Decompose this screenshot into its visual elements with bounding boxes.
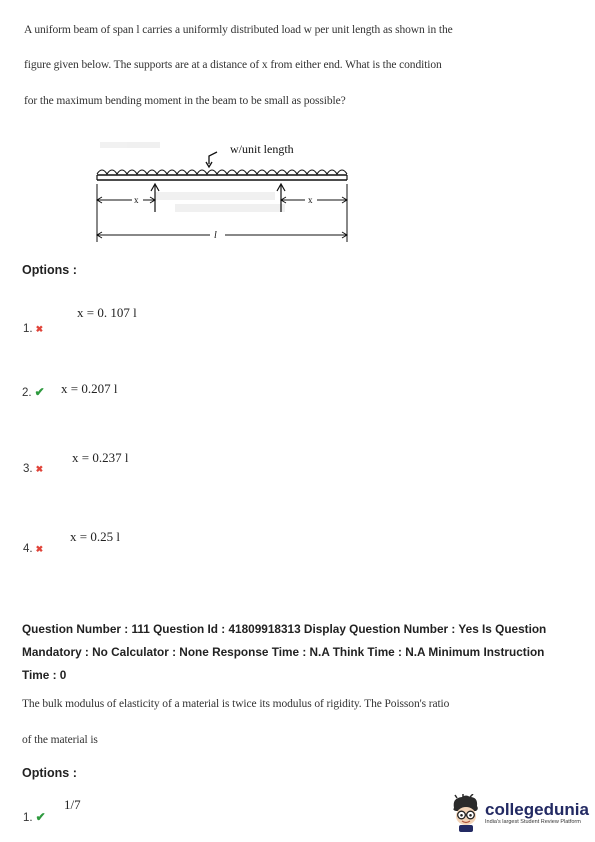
option-4-value: x = 0.25 l (70, 529, 120, 544)
span-label: l (214, 230, 217, 241)
q2-option-1-value: 1/7 (64, 797, 81, 812)
option-4[interactable] (23, 543, 43, 555)
question-text-line-3: for the maximum bending moment in the beam to be small as possible? (24, 95, 346, 107)
option-1-number: 1. (23, 323, 33, 335)
question2-text-line-1: The bulk modulus of elasticity of a material is twice its modulus of rigidity. The Poisson's ratio (22, 698, 450, 710)
brand-name: collegedunia (485, 800, 589, 819)
option-3[interactable] (23, 463, 43, 475)
option-2-number: 2. (22, 387, 32, 399)
question-meta (22, 618, 546, 687)
question-text-line-2: figure given below. The supports are at a distance of x from either end. What is the condition (24, 59, 442, 71)
question-meta-line-1: Question Number : 111 Question Id : 41809918313 Display Question Number : Yes Is Question (22, 622, 547, 636)
wrong-mark-icon: ✖ (35, 464, 44, 474)
brand-text-block (485, 801, 589, 825)
load-label: w/unit length (230, 142, 294, 156)
load-arrow (209, 152, 217, 164)
question-meta-line-2: Mandatory : No Calculator : None Response Time : N.A Think Time : N.A Minimum Instruction (22, 645, 545, 659)
option-3-number: 3. (23, 463, 33, 475)
wrong-mark-icon: ✖ (35, 544, 44, 554)
correct-mark-icon: ✔ (34, 385, 45, 399)
options-heading: Options : (22, 263, 77, 277)
right-x-label: x (308, 195, 313, 205)
correct-mark-icon: ✔ (35, 810, 46, 824)
option-1[interactable] (23, 323, 43, 335)
question-text-line-1: A uniform beam of span l carries a uniformly distributed load w per unit length as shown in the (24, 24, 453, 36)
q2-option-1[interactable] (23, 810, 46, 824)
option-3-value: x = 0.237 l (72, 450, 129, 465)
option-4-number: 4. (23, 543, 33, 555)
beam-figure (85, 132, 360, 247)
mascot-icon (448, 794, 482, 832)
collegedunia-logo (448, 794, 589, 832)
q2-option-1-number: 1. (23, 812, 33, 824)
question2-text-line-2: of the material is (22, 734, 98, 746)
option-2[interactable] (22, 385, 45, 399)
udl-load-curve (97, 170, 347, 174)
wrong-mark-icon: ✖ (35, 324, 44, 334)
brand-tagline: India's largest Student Review Platform (485, 819, 581, 825)
option-2-value: x = 0.207 l (61, 381, 118, 396)
left-x-label: x (134, 195, 139, 205)
question-meta-line-3: Time : 0 (22, 668, 67, 682)
option-1-value: x = 0. 107 l (77, 305, 137, 320)
options-heading-2: Options : (22, 766, 77, 780)
